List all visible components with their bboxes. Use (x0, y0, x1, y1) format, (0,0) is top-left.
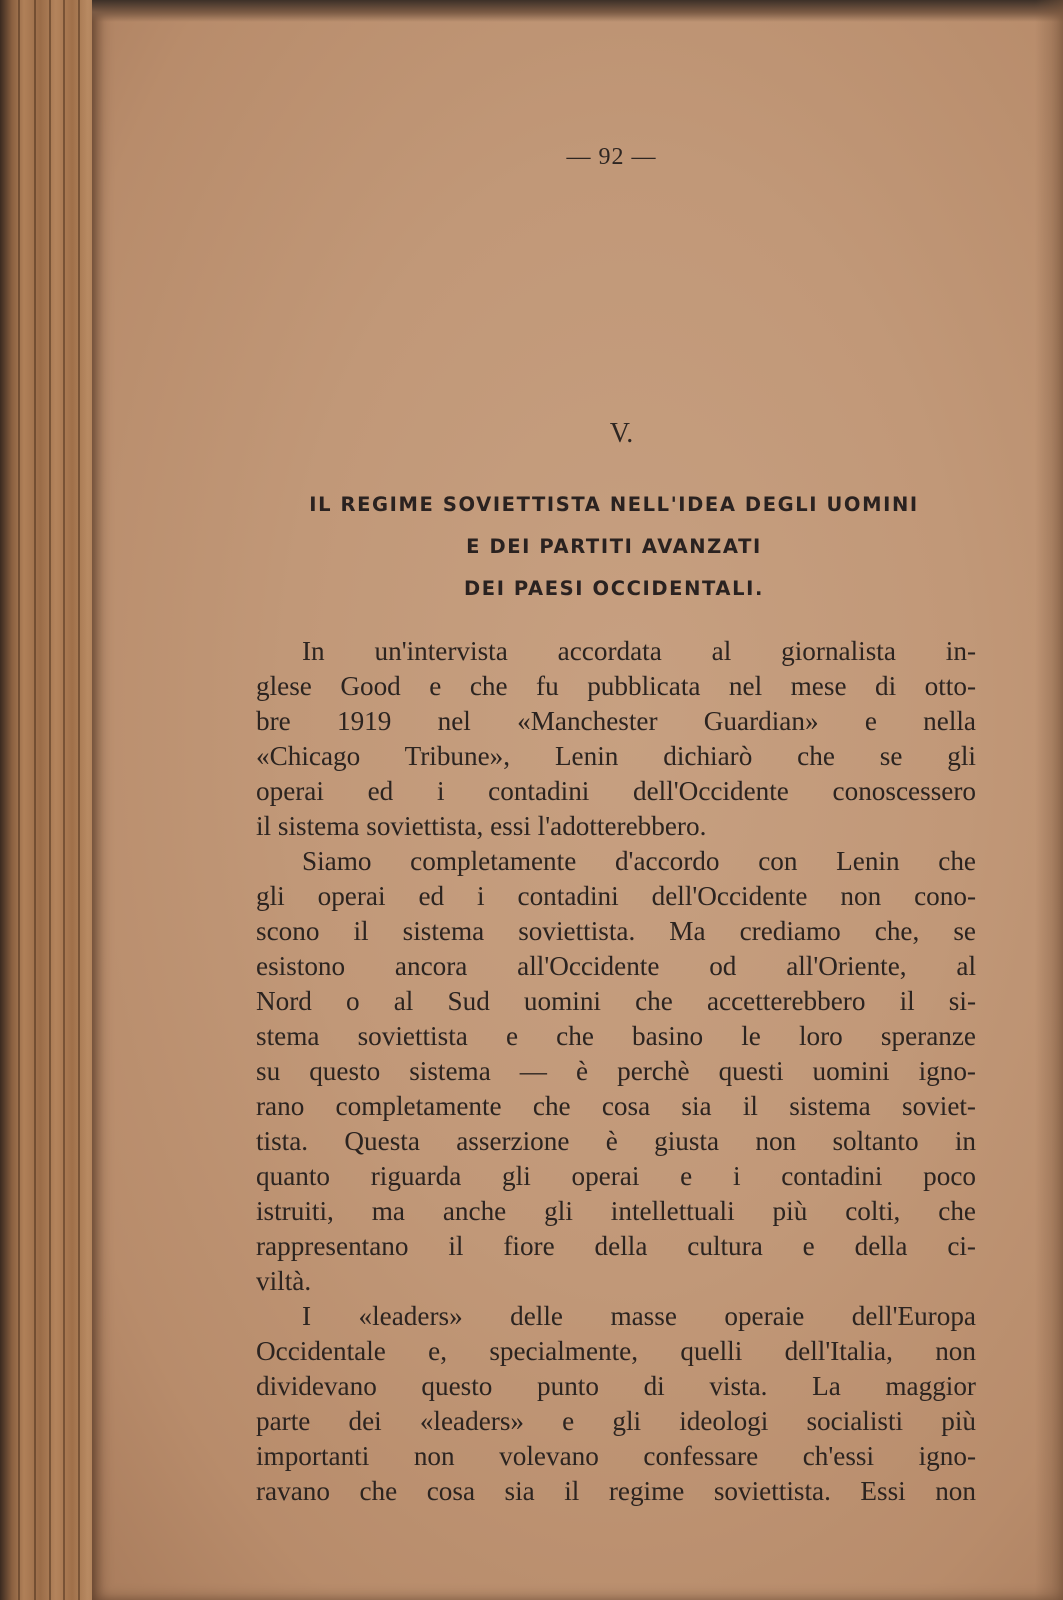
text-line: operai ed i contadini dell'Occidente conoscessero (256, 776, 976, 806)
page-edge-line (49, 0, 51, 1600)
text-line: stema soviettista e che basino le loro speranze (256, 1021, 976, 1051)
text-line: esistono ancora all'Occidente od all'Oriente, al (256, 951, 976, 981)
text-line: importanti non volevano confessare ch'essi igno- (256, 1441, 976, 1471)
text-line: il sistema soviettista, essi l'adotterebbero. (256, 811, 707, 841)
page-edge-line (18, 0, 20, 1600)
chapter-number: V. (609, 418, 634, 449)
text-line: glese Good e che fu pubblicata nel mese di otto- (256, 671, 976, 701)
text-line: dividevano questo punto di vista. La maggior (256, 1371, 976, 1401)
text-line: scono il sistema soviettista. Ma crediamo che, se (256, 916, 976, 946)
text-line: tista. Questa asserzione è giusta non soltanto in (256, 1126, 976, 1156)
book-page-edges (0, 0, 100, 1600)
text-line: parte dei «leaders» e gli ideologi socialisti più (256, 1406, 976, 1436)
text-line: Occidentale e, specialmente, quelli dell'Italia, non (256, 1336, 976, 1366)
chapter-title-line: IL REGIME SOVIETTISTA NELL'IDEA DEGLI UOMINI (309, 493, 919, 516)
text-line: Nord o al Sud uomini che accetterebbero il si- (256, 986, 976, 1016)
text-line: rano completamente che cosa sia il sistema soviet- (256, 1091, 976, 1121)
text-line: su questo sistema — è perchè questi uomini igno- (256, 1056, 976, 1086)
page-right-shadow (1035, 0, 1063, 1600)
text-line: rappresentano il fiore della cultura e della ci- (256, 1231, 976, 1261)
text-line: istruiti, ma anche gli intellettuali più colti, che (256, 1196, 976, 1226)
page-number: — 92 — (566, 144, 657, 170)
text-line: I «leaders» delle masse operaie dell'Europa (302, 1301, 976, 1331)
text-line: In un'intervista accordata al giornalista in- (302, 636, 976, 666)
page-edge-line (78, 0, 80, 1600)
page-edge-line (34, 0, 36, 1600)
page-top-shadow (92, 0, 1063, 22)
page-edge-line (63, 0, 65, 1600)
text-line: viltà. (256, 1266, 312, 1296)
text-line: bre 1919 nel «Manchester Guardian» e nella (256, 706, 976, 736)
chapter-title-line: DEI PAESI OCCIDENTALI. (463, 577, 764, 600)
text-line: «Chicago Tribune», Lenin dichiarò che se gli (256, 741, 976, 771)
text-line: ravano che cosa sia il regime soviettista. Essi non (256, 1476, 976, 1506)
chapter-title (258, 484, 970, 610)
text-line: Siamo completamente d'accordo con Lenin che (302, 846, 976, 876)
body-text (256, 634, 976, 1509)
text-line: quanto riguarda gli operai e i contadini poco (256, 1161, 976, 1191)
text-line: gli operai ed i contadini dell'Occidente non cono- (256, 881, 976, 911)
chapter-title-line: E DEI PARTITI AVANZATI (466, 535, 762, 558)
